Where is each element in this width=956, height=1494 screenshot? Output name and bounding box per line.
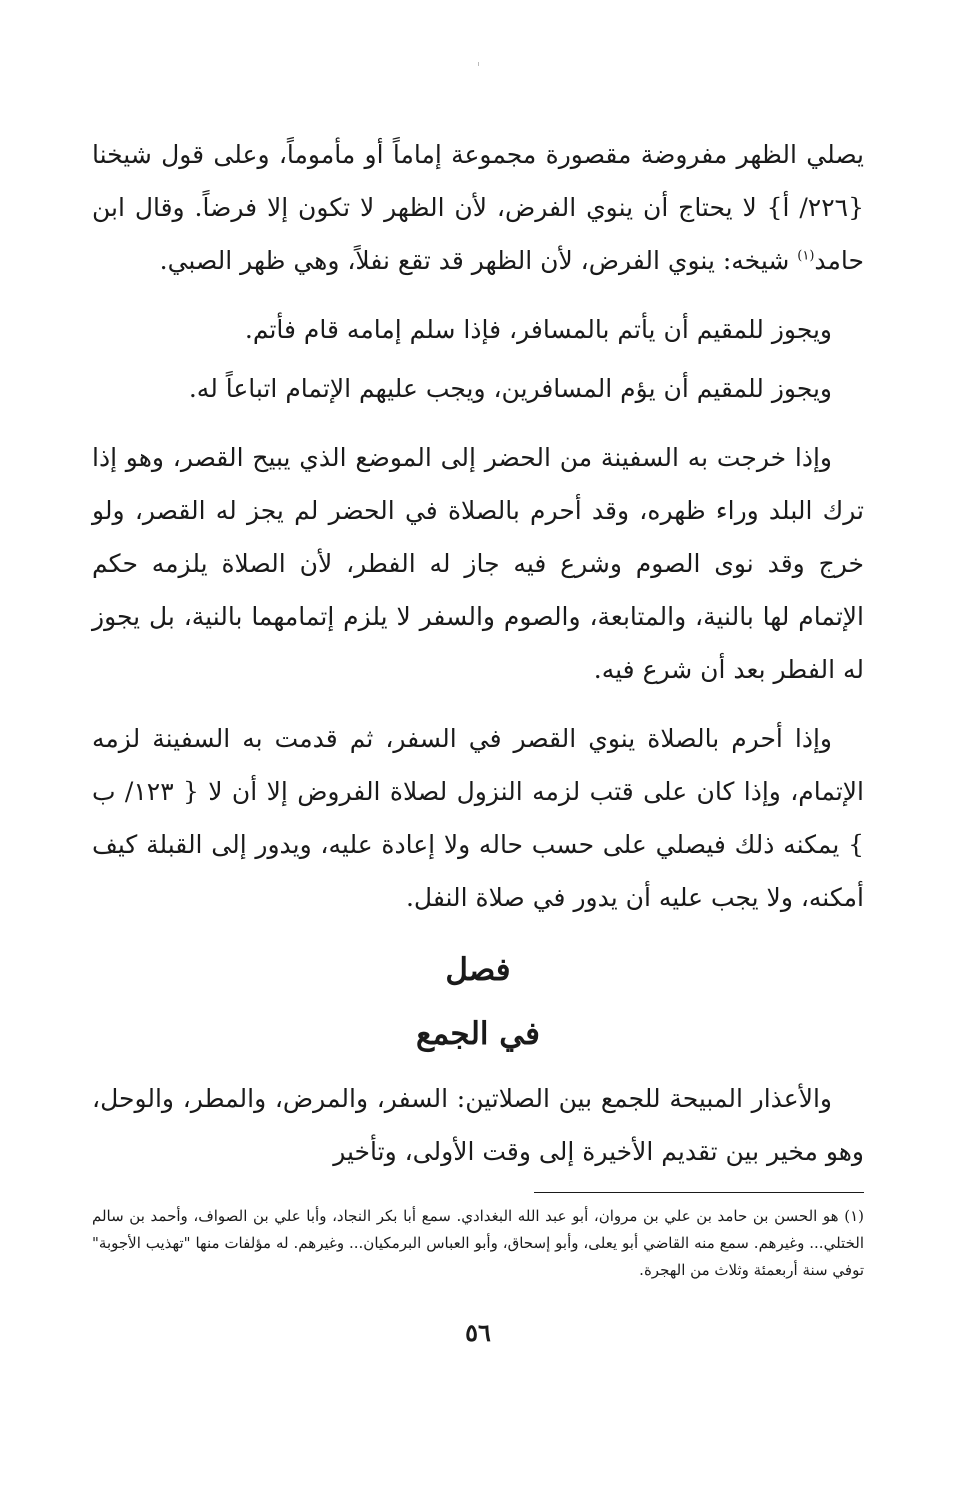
paragraph-1-text-after: شيخه: ينوي الفرض، لأن الظهر قد تقع نفلاً، وهي ظهر الصبي. — [159, 246, 798, 275]
subsection-heading: في الجمع — [416, 1016, 540, 1052]
paragraph-1-text: يصلي الظهر مفروضة مقصورة مجموعة إماماً أو مأموماً، وعلى قول شيخنا {٢٢٦/ أ} لا يحتاج أن ينوي الفرض، لأن الظهر لا تكون إلا فرضاً. وقال ابن حامد — [92, 140, 864, 275]
footnote-divider — [534, 1192, 864, 1193]
section-heading: فصل — [445, 952, 511, 988]
paragraph-2: ويجوز للمقيم أن يأتم بالمسافر، فإذا سلم إمامه قام فأتم. — [244, 315, 832, 344]
scan-mark — [478, 62, 479, 66]
paragraph-6: والأعذار المبيحة للجمع بين الصلاتين: السفر، والمرض، والمطر، والوحل، وهو مخير بين تقديم الأخيرة إلى وقت الأولى، وتأخير — [92, 1084, 864, 1166]
paragraph-4: وإذا خرجت به السفينة من الحضر إلى الموضع الذي يبيح القصر، وهو إذا ترك البلد وراء ظهره، وقد أحرم بالصلاة في الحضر لم يجز له القصر، ولو خرج وقد نوى الصوم وشرع فيه جاز له الفطر، لأن الصلاة يلزمه حكم الإتمام لها بالنية، والمتابعة، والصوم والسفر لا يلزم إتمامهما بالنية، بل يجوز له الفطر بعد أن شرع فيه. — [92, 443, 864, 684]
paragraph-5: وإذا أحرم بالصلاة ينوي القصر في السفر، ثم قدمت به السفينة لزمه الإتمام، وإذا كان على قتب لزمه النزول لصلاة الفروض إلا أن لا { ١٢٣/ ب } يمكنه ذلك فيصلي على حسب حاله ولا إعادة عليه، ويدور إلى القبلة كيف أمكنه، ولا يجب عليه أن يدور في صلاة النفل. — [92, 724, 865, 912]
page-number: ٥٦ — [465, 1318, 491, 1347]
footnote-reference[interactable]: (١) — [797, 248, 815, 264]
paragraph-3: ويجوز للمقيم أن يؤم المسافرين، ويجب عليهم الإتمام اتباعاً له. — [188, 374, 832, 403]
paragraph-1 — [92, 128, 864, 287]
footnote-1: (١) هو الحسن بن حامد بن علي بن مروان، أبو عبد الله البغدادي. سمع أبا بكر النجاد، وأبا علي بن الصواف، وأحمد بن سالم الختلي... وغيرهم. سمع منه القاضي أبو يعلى، وأبو إسحاق، وأبو العباس البرمكيان... وغيرهم. له مؤلفات منها "تهذيب الأجوبة" توفي سنة أربعمئة وثلاث من الهجرة. — [92, 1207, 864, 1279]
